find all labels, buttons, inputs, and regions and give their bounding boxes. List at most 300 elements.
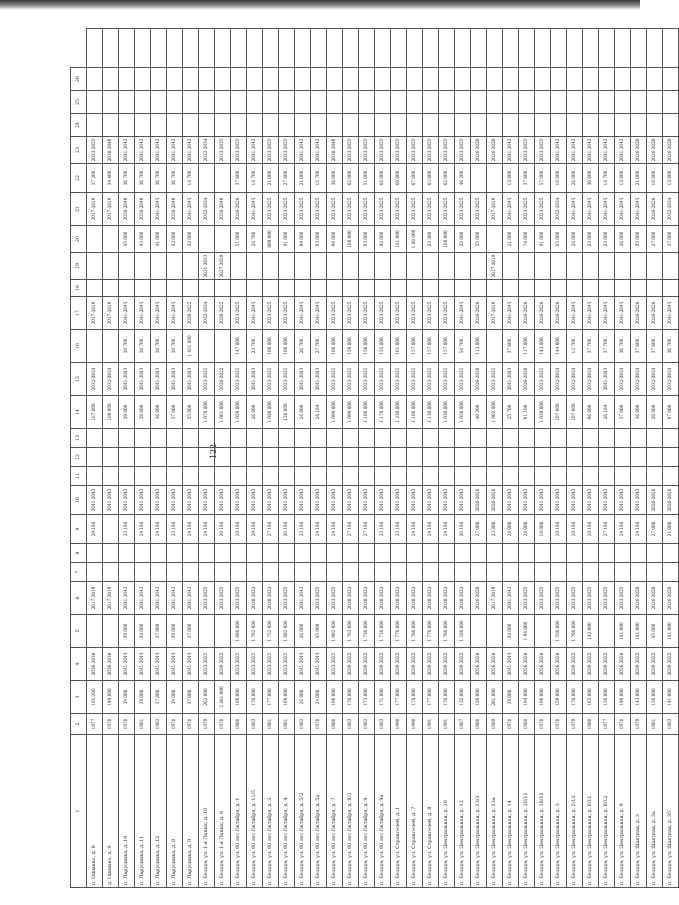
table-cell: 201 000 bbox=[487, 681, 503, 714]
table-cell bbox=[295, 114, 311, 137]
table-cell: 2020-2022 bbox=[215, 648, 231, 681]
table-cell bbox=[615, 68, 631, 91]
table-cell bbox=[87, 563, 103, 582]
address-cell: п. Белоха, ул. Центральная, д. 8/12 bbox=[599, 735, 615, 888]
table-cell bbox=[407, 253, 423, 280]
table-cell bbox=[311, 448, 327, 467]
table-cell: 39 000 bbox=[119, 396, 135, 429]
table-cell bbox=[263, 29, 279, 68]
table-cell: 2020-2022 bbox=[183, 297, 199, 330]
table-cell bbox=[375, 253, 391, 280]
table-cell bbox=[471, 114, 487, 137]
table-cell bbox=[295, 429, 311, 448]
table-cell: 2041-2043 bbox=[375, 486, 391, 515]
table-cell: 2026-2028 bbox=[551, 297, 567, 330]
table-cell bbox=[119, 114, 135, 137]
table-cell: 2041-2043 bbox=[279, 486, 295, 515]
table-cell: 23 184 bbox=[119, 515, 135, 544]
table-cell bbox=[103, 253, 119, 280]
table-cell: 23 184 bbox=[295, 515, 311, 544]
table-cell: 2032-2034 bbox=[615, 363, 631, 396]
column-header: 19 bbox=[71, 253, 87, 280]
table-cell bbox=[599, 280, 615, 297]
table-cell bbox=[215, 68, 231, 91]
table-cell: 1991 bbox=[439, 714, 455, 735]
table-cell: 2041-2043 bbox=[391, 486, 407, 515]
table-cell: 74 000 bbox=[519, 226, 535, 253]
table-cell: 24 184 bbox=[199, 515, 215, 544]
table-cell: 27 000 bbox=[647, 226, 663, 253]
table-cell: 170 000 bbox=[567, 681, 583, 714]
address-cell: п. Белоха, ул. Центральная, д. 5/13 bbox=[567, 735, 583, 888]
table-cell bbox=[583, 68, 599, 91]
table-cell: 21 000 bbox=[663, 515, 679, 544]
table-cell: 2023-2025 bbox=[327, 648, 343, 681]
table-cell: 171 000 bbox=[375, 681, 391, 714]
column-header: 15 bbox=[71, 363, 87, 396]
address-cell: п. Парусинка, д. 8 bbox=[167, 735, 183, 888]
table-cell: 2023-2025 bbox=[567, 582, 583, 615]
table-cell bbox=[551, 29, 567, 68]
table-cell bbox=[183, 91, 199, 114]
table-cell: 117 000 bbox=[519, 330, 535, 363]
table-cell bbox=[615, 467, 631, 486]
table-cell bbox=[567, 448, 583, 467]
table-cell: 37 000 bbox=[615, 396, 631, 429]
table-cell bbox=[663, 467, 679, 486]
table-cell bbox=[551, 467, 567, 486]
table-cell bbox=[215, 615, 231, 648]
table-row bbox=[439, 29, 455, 888]
table-cell bbox=[359, 29, 375, 68]
table-cell bbox=[519, 253, 535, 280]
table-cell bbox=[663, 253, 679, 280]
table-cell: 2041-2043 bbox=[567, 486, 583, 515]
table-cell bbox=[119, 29, 135, 68]
table-cell bbox=[471, 29, 487, 68]
table-cell: 1977 bbox=[599, 714, 615, 735]
table-cell bbox=[151, 253, 167, 280]
table-cell: 14 700 bbox=[247, 164, 263, 193]
table-cell: 1 170 000 bbox=[375, 396, 391, 429]
table-cell bbox=[503, 544, 519, 563]
table-cell bbox=[407, 448, 423, 467]
table-cell: 29 184 bbox=[87, 515, 103, 544]
table-cell bbox=[103, 114, 119, 137]
table-cell bbox=[279, 114, 295, 137]
table-cell: 2036-2038 bbox=[103, 648, 119, 681]
table-cell bbox=[327, 563, 343, 582]
table-cell: 1 230 000 bbox=[391, 396, 407, 429]
table-cell bbox=[519, 280, 535, 297]
table-cell: 2026-2028 bbox=[647, 486, 663, 515]
table-cell: 160 000 bbox=[263, 330, 279, 363]
table-cell bbox=[359, 68, 375, 91]
table-cell bbox=[599, 544, 615, 563]
table-cell bbox=[199, 544, 215, 563]
table-cell: 2026-2028 bbox=[471, 648, 487, 681]
table-cell bbox=[631, 114, 647, 137]
table-cell: 2041-2043 bbox=[311, 297, 327, 330]
table-cell: 23 000 bbox=[583, 226, 599, 253]
table-cell: 2041-2043 bbox=[119, 582, 135, 615]
table-cell bbox=[231, 280, 247, 297]
table-cell: 26 000 bbox=[567, 164, 583, 193]
table-cell bbox=[487, 448, 503, 467]
table-cell: 2026-2028 bbox=[535, 648, 551, 681]
table-cell bbox=[583, 467, 599, 486]
table-cell bbox=[295, 563, 311, 582]
table-cell bbox=[135, 68, 151, 91]
table-cell bbox=[311, 91, 327, 114]
table-cell: 2036-2038 bbox=[87, 648, 103, 681]
table-cell bbox=[599, 253, 615, 280]
table-cell: 1 760 000 bbox=[439, 615, 455, 648]
table-cell: 2023-2025 bbox=[423, 363, 439, 396]
table-cell bbox=[87, 467, 103, 486]
table-cell bbox=[535, 615, 551, 648]
table-cell bbox=[631, 544, 647, 563]
table-cell bbox=[471, 253, 487, 280]
address-cell: п. Белоха, ул. 60 лет Октября, д. 8/3 bbox=[343, 735, 359, 888]
table-cell bbox=[343, 448, 359, 467]
table-cell: 1 160 000 bbox=[359, 396, 375, 429]
table-cell: 2032-2034 bbox=[567, 363, 583, 396]
table-cell bbox=[247, 467, 263, 486]
table-cell bbox=[551, 68, 567, 91]
column-header: 9 bbox=[71, 515, 87, 544]
table-cell: 2041-2043 bbox=[167, 363, 183, 396]
table-cell bbox=[215, 429, 231, 448]
table-cell bbox=[215, 29, 231, 68]
table-cell: 2041-2043 bbox=[359, 486, 375, 515]
table-cell bbox=[647, 563, 663, 582]
table-cell bbox=[231, 544, 247, 563]
address-cell: п. Белоха, ул. Центральная, д. 10 bbox=[439, 735, 455, 888]
table-cell bbox=[615, 563, 631, 582]
table-cell: 2041-2043 bbox=[503, 363, 519, 396]
table-cell bbox=[471, 68, 487, 91]
address-cell: п. Белоха, ул. Строителей, д. 7 bbox=[407, 735, 423, 888]
table-cell: 23 000 bbox=[599, 226, 615, 253]
table-cell: 1 763 000 bbox=[343, 615, 359, 648]
table-cell: 2041-2043 bbox=[151, 582, 167, 615]
table-cell: 2026-2028 bbox=[647, 297, 663, 330]
table-row bbox=[295, 29, 311, 888]
address-cell: п. Белоха, ул. Центральная, д. 12 bbox=[455, 735, 471, 888]
table-cell: 2023-2025 bbox=[439, 193, 455, 226]
table-cell: 2023-2025 bbox=[487, 363, 503, 396]
table-cell: 2023-2025 bbox=[343, 297, 359, 330]
table-cell: 27 184 bbox=[263, 515, 279, 544]
table-cell: 1 070 000 bbox=[199, 396, 215, 429]
table-cell: 2041-2043 bbox=[183, 193, 199, 226]
table-cell: 68 000 bbox=[375, 164, 391, 193]
address-cell: п. Белоха, ул. 60 лет Октября, д. 9а bbox=[375, 735, 391, 888]
table-cell: 1989 bbox=[487, 714, 503, 735]
table-cell: 38 000 bbox=[503, 615, 519, 648]
table-cell: 65 000 bbox=[551, 226, 567, 253]
table-cell: 2041-2043 bbox=[119, 648, 135, 681]
table-cell: 1 902 000 bbox=[327, 615, 343, 648]
table-cell: 203 000 bbox=[199, 681, 215, 714]
table-row bbox=[631, 29, 647, 888]
table-cell bbox=[471, 448, 487, 467]
table-cell: 2020-2022 bbox=[455, 648, 471, 681]
table-cell bbox=[247, 253, 263, 280]
table-cell: 147 000 bbox=[231, 330, 247, 363]
table-cell: 2041-2043 bbox=[343, 486, 359, 515]
scan-edge-shadow bbox=[0, 0, 640, 10]
table-cell bbox=[439, 467, 455, 486]
table-cell: 161 000 bbox=[391, 330, 407, 363]
table-cell bbox=[471, 164, 487, 193]
table-cell bbox=[119, 253, 135, 280]
table-cell bbox=[647, 91, 663, 114]
table-cell bbox=[87, 114, 103, 137]
table-cell bbox=[103, 515, 119, 544]
table-cell: 2041-2043 bbox=[551, 137, 567, 164]
table-cell bbox=[183, 429, 199, 448]
table-cell bbox=[647, 544, 663, 563]
table-cell: 2032-2034 bbox=[551, 363, 567, 396]
table-cell: 37 000 bbox=[183, 615, 199, 648]
table-cell: 2020-2022 bbox=[375, 648, 391, 681]
table-cell: 2041-2043 bbox=[247, 193, 263, 226]
table-cell: 2026-2028 bbox=[487, 486, 503, 515]
table-cell: 155 000 bbox=[375, 330, 391, 363]
address-cell: п. Парусинка, д. 10 bbox=[119, 735, 135, 888]
table-cell: 26 000 bbox=[615, 226, 631, 253]
table-cell bbox=[567, 544, 583, 563]
table-cell bbox=[183, 467, 199, 486]
table-cell: 156 000 bbox=[359, 330, 375, 363]
table-cell: 1 160 000 bbox=[407, 396, 423, 429]
table-cell bbox=[375, 29, 391, 68]
table-cell: 51 000 bbox=[359, 164, 375, 193]
table-cell bbox=[199, 615, 215, 648]
table-cell bbox=[311, 29, 327, 68]
table-cell: 2020-2022 bbox=[407, 648, 423, 681]
table-cell bbox=[375, 68, 391, 91]
table-cell: 24 184 bbox=[631, 515, 647, 544]
table-cell: 141 000 bbox=[663, 615, 679, 648]
table-cell bbox=[487, 429, 503, 448]
table-cell: 1979 bbox=[567, 714, 583, 735]
table-cell bbox=[87, 226, 103, 253]
table-cell: 15 000 bbox=[663, 164, 679, 193]
table-cell: 1981 bbox=[647, 714, 663, 735]
table-cell bbox=[423, 29, 439, 68]
column-header: 10 bbox=[71, 486, 87, 515]
table-cell: 2026-2028 bbox=[663, 582, 679, 615]
table-cell: 37 800 bbox=[151, 615, 167, 648]
table-row bbox=[599, 29, 615, 888]
table-cell: 141 000 bbox=[663, 681, 679, 714]
column-header: 2 bbox=[71, 714, 87, 735]
table-cell: 27 000 bbox=[647, 515, 663, 544]
table-row bbox=[327, 29, 343, 888]
table-cell bbox=[263, 280, 279, 297]
table-cell bbox=[535, 114, 551, 137]
table-cell bbox=[327, 91, 343, 114]
table-cell: 36 700 bbox=[615, 330, 631, 363]
table-cell: 2041-2043 bbox=[615, 193, 631, 226]
table-cell: 2023-2025 bbox=[439, 297, 455, 330]
table-cell bbox=[151, 544, 167, 563]
table-cell bbox=[647, 114, 663, 137]
table-cell: 2020-2022 bbox=[455, 582, 471, 615]
table-cell bbox=[279, 448, 295, 467]
table-cell: 23 184 bbox=[375, 515, 391, 544]
table-cell: 173 000 bbox=[359, 681, 375, 714]
table-cell: 38 000 bbox=[503, 681, 519, 714]
table-cell: 2020-2022 bbox=[263, 582, 279, 615]
table-cell bbox=[663, 563, 679, 582]
address-cell: п. Белоха, ул. Шахтная, д. 3а bbox=[647, 735, 663, 888]
table-cell bbox=[311, 544, 327, 563]
table-cell: 2020-2022 bbox=[359, 582, 375, 615]
table-cell: 1977 bbox=[87, 714, 103, 735]
address-cell: п. Парусинка, д. 9 bbox=[183, 735, 199, 888]
table-cell bbox=[231, 114, 247, 137]
table-cell: 2023-2025 bbox=[407, 137, 423, 164]
table-cell bbox=[279, 467, 295, 486]
table-cell bbox=[135, 448, 151, 467]
table-cell: 2041-2043 bbox=[663, 297, 679, 330]
table-cell: 2023-2025 bbox=[199, 363, 215, 396]
table-cell: 1 020 000 bbox=[263, 396, 279, 429]
table-cell bbox=[535, 467, 551, 486]
table-cell: 2027-2029 bbox=[215, 253, 231, 280]
table-cell bbox=[519, 29, 535, 68]
table-cell: 37 800 bbox=[151, 681, 167, 714]
table-cell: 21 000 bbox=[631, 164, 647, 193]
table-cell bbox=[87, 29, 103, 68]
address-cell: п. Белоха, ул. Центральная, д. 6/11 bbox=[583, 735, 599, 888]
table-cell bbox=[343, 544, 359, 563]
table-cell bbox=[615, 91, 631, 114]
table-cell bbox=[151, 114, 167, 137]
table-cell bbox=[295, 68, 311, 91]
table-cell bbox=[279, 91, 295, 114]
table-cell: 2023-2025 bbox=[279, 297, 295, 330]
table-cell bbox=[567, 467, 583, 486]
table-cell: 96 000 bbox=[327, 226, 343, 253]
column-number-header-row bbox=[71, 29, 87, 888]
table-cell bbox=[535, 280, 551, 297]
table-cell bbox=[199, 448, 215, 467]
address-cell: п. Белоха, ул. 1-я Линия, д. 8 bbox=[215, 735, 231, 888]
table-cell bbox=[119, 429, 135, 448]
table-cell: 2023-2025 bbox=[391, 137, 407, 164]
table-cell bbox=[103, 91, 119, 114]
table-cell: 91 000 bbox=[535, 226, 551, 253]
table-cell: 2041-2043 bbox=[151, 363, 167, 396]
column-header: 6 bbox=[71, 582, 87, 615]
table-cell bbox=[551, 448, 567, 467]
table-cell: 39 000 bbox=[119, 681, 135, 714]
table-cell bbox=[263, 563, 279, 582]
table-cell bbox=[151, 448, 167, 467]
table-cell: 37 000 bbox=[631, 330, 647, 363]
table-cell bbox=[631, 563, 647, 582]
table-cell bbox=[455, 91, 471, 114]
table-cell: 19 000 bbox=[535, 515, 551, 544]
table-cell bbox=[199, 91, 215, 114]
table-cell: 177 000 bbox=[263, 681, 279, 714]
table-cell bbox=[471, 563, 487, 582]
table-cell: 157 000 bbox=[423, 330, 439, 363]
table-cell: 1 451 000 bbox=[183, 330, 199, 363]
table-cell bbox=[455, 467, 471, 486]
table-cell bbox=[359, 253, 375, 280]
address-cell: п. Белоха, ул. 1-я Линия, д. 10 bbox=[199, 735, 215, 888]
table-cell: 37 000 bbox=[647, 330, 663, 363]
table-cell: 144 000 bbox=[551, 330, 567, 363]
document-sheet bbox=[70, 28, 673, 888]
table-cell bbox=[439, 563, 455, 582]
table-cell bbox=[231, 253, 247, 280]
table-cell: 1979 bbox=[199, 714, 215, 735]
table-cell bbox=[407, 280, 423, 297]
table-cell bbox=[199, 429, 215, 448]
table-cell: 2041-2043 bbox=[599, 486, 615, 515]
table-cell: 1982 bbox=[295, 714, 311, 735]
table-cell bbox=[535, 68, 551, 91]
address-cell: п. Парусинка, д. 11 bbox=[135, 735, 151, 888]
address-cell: п. Белоха, ул. Центральная, д. 18/12 bbox=[535, 735, 551, 888]
table-cell: 2041-2043 bbox=[295, 582, 311, 615]
table-cell bbox=[455, 280, 471, 297]
table-cell: 1 099 000 bbox=[327, 396, 343, 429]
table-cell bbox=[311, 429, 327, 448]
table-cell: 2023-2025 bbox=[311, 582, 327, 615]
table-cell bbox=[439, 114, 455, 137]
address-cell: п. Белоха, ул. Шахтная, д. 3 bbox=[631, 735, 647, 888]
table-cell: 20 184 bbox=[215, 515, 231, 544]
table-cell: 1 762 000 bbox=[247, 615, 263, 648]
table-cell bbox=[423, 68, 439, 91]
table-cell bbox=[423, 448, 439, 467]
table-cell: 2041-2043 bbox=[247, 297, 263, 330]
table-cell: 2032-2034 bbox=[663, 193, 679, 226]
table-cell bbox=[87, 91, 103, 114]
table-cell bbox=[375, 280, 391, 297]
table-cell: 54 700 bbox=[455, 330, 471, 363]
table-cell: 1 320 000 bbox=[455, 615, 471, 648]
table-cell: 2023-2025 bbox=[279, 193, 295, 226]
table-cell bbox=[503, 29, 519, 68]
table-cell: 28 184 bbox=[551, 515, 567, 544]
table-cell: 1976 bbox=[615, 714, 631, 735]
table-cell: 2017-2019 bbox=[487, 297, 503, 330]
table-cell: 2023-2025 bbox=[327, 363, 343, 396]
table-cell bbox=[647, 448, 663, 467]
table-cell bbox=[231, 91, 247, 114]
table-row bbox=[151, 29, 167, 888]
table-cell: 2023-2025 bbox=[471, 193, 487, 226]
table-cell bbox=[215, 114, 231, 137]
table-cell: 2041-2043 bbox=[455, 297, 471, 330]
table-cell: 2023-2025 bbox=[247, 648, 263, 681]
table-cell bbox=[391, 544, 407, 563]
table-row bbox=[103, 29, 119, 888]
table-cell: 39 000 bbox=[119, 615, 135, 648]
table-cell: 24 184 bbox=[183, 515, 199, 544]
table-cell bbox=[359, 114, 375, 137]
table-cell bbox=[343, 114, 359, 137]
